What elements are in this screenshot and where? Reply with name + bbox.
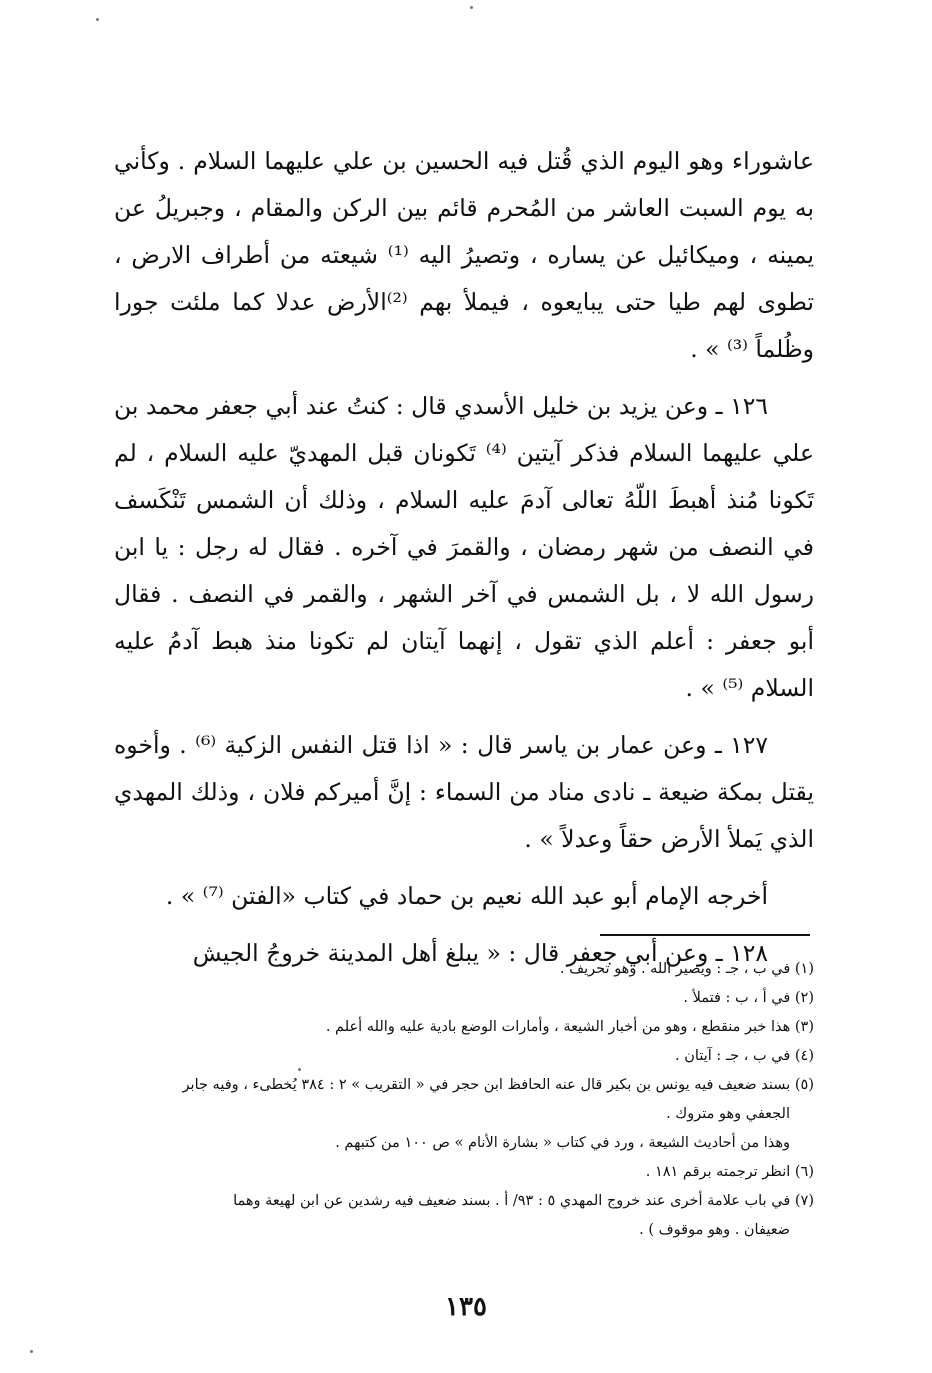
main-text bbox=[114, 138, 814, 977]
scan-speck bbox=[298, 1068, 301, 1071]
footnote-7-continued: ضعيفان . وهو موقوف ) . bbox=[639, 1222, 790, 1238]
footnote-separator bbox=[600, 934, 810, 936]
scan-speck bbox=[470, 6, 473, 9]
paragraph-continuation: عاشوراء وهو اليوم الذي قُتل فيه الحسين بن علي عليهما السلام . وكأني به يوم السبت العاشر من المُحرم قائم بين الركن والمقام ، وجبريلُ عن يمينه ، وميكائيل عن يساره ، وتصيرُ اليه ⁽¹⁾ شيعته من أطراف الارض ، تطوى لهم طيا حتى يبايعوه ، فيملأ بهم ⁽²⁾الأرض عدلا كما ملئت جورا وظُلماً ⁽³⁾ » . bbox=[114, 147, 814, 363]
page-number: ١٣٥ bbox=[445, 1292, 487, 1322]
footnote-4: (٤) في ب ، جـ : آيتان . bbox=[675, 1048, 814, 1064]
footnote-7: (٧) في باب علامة أخرى عند خروج المهدي ٥ : ٩٣/ أ . بسند ضعيف فيه رشدين عن ابن لهيعة وهما bbox=[233, 1193, 814, 1209]
footnote-2: (٢) في أ ، ب : فتملأ . bbox=[683, 990, 814, 1006]
footnote-3: (٣) هذا خبر منقطع ، وهو من أخبار الشيعة ، وأمارات الوضع بادية عليه والله أعلم . bbox=[325, 1019, 814, 1035]
hadith-127: ١٢٧ ـ وعن عمار بن ياسر قال : « اذا قتل النفس الزكية ⁽⁶⁾ . وأخوه يقتل بمكة ضيعة ـ نادى مناد من السماء : إنَّ أميركم فلان ، وذلك المهدي الذي يَملأ الأرض حقاً وعدلاً » . bbox=[114, 731, 814, 853]
footnote-5-remark: وهذا من أحاديث الشيعة ، ورد في كتاب « بشارة الأنام » ص ١٠٠ من كتبهم . bbox=[335, 1135, 790, 1151]
footnote-5-continued: الجعفي وهو متروك . bbox=[666, 1106, 790, 1122]
scan-speck bbox=[30, 1350, 33, 1353]
footnote-5: (٥) بسند ضعيف فيه يونس بن بكير قال عنه الحافظ ابن حجر في « التقريب » ٢ : ٣٨٤ يُخطىء ، وفيه جابر bbox=[182, 1077, 814, 1093]
footnote-6: (٦) انظر ترجمته برقم ١٨١ . bbox=[645, 1164, 814, 1180]
source-note: أخرجه الإمام أبو عبد الله نعيم بن حماد في كتاب «الفتن ⁽⁷⁾ » . bbox=[165, 882, 768, 910]
footnote-1: (١) في ب ، جـ : ويصير الله . وهو تحريف . bbox=[559, 961, 814, 977]
hadith-126: ١٢٦ ـ وعن يزيد بن خليل الأسدي قال : كنتُ عند أبي جعفر محمد بن علي عليهما السلام فذكر آيتين ⁽⁴⁾ تَكونان قبل المهديّ عليه السلام ، لم تَكونا مُنذ أهبطَ اللّهُ تعالى آدمَ عليه السلام ، وذلك أن الشمس تَنْكَسف في النصف من شهر رمضان ، والقمرَ في آخره . فقال له رجل : يا ابن رسول الله لا ، بل الشمس في آخر الشهر ، والقمر في النصف . فقال أبو جعفر : أعلم الذي تقول ، إنهما آيتان لم تكونا منذ هبط آدمُ عليه السلام ⁽⁵⁾ » . bbox=[114, 392, 814, 702]
footnotes bbox=[114, 955, 814, 1245]
scan-speck bbox=[96, 18, 99, 21]
hadith-128: ١٢٨ ـ وعن أبي جعفر قال : « يبلغ أهل المدينة خروجُ الجيش bbox=[192, 939, 768, 967]
